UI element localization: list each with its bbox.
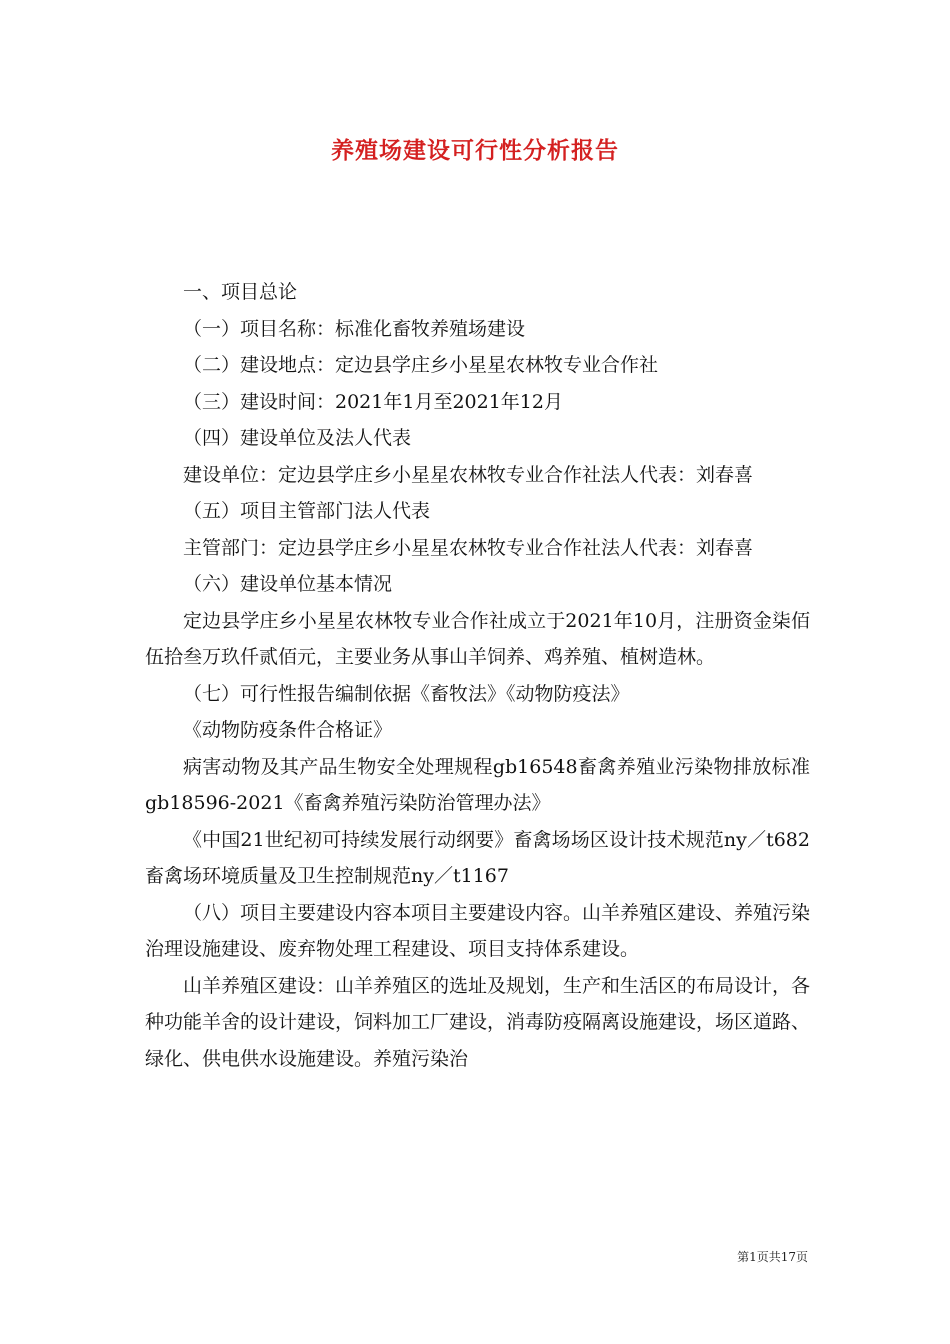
- paragraph: （二）建设地点：定边县学庄乡小星星农林牧专业合作社: [183, 354, 659, 376]
- paragraph: 定边县学庄乡小星星农林牧专业合作社成立于2021年10月，注册资金柒佰伍拾叁万玖仟贰佰元，主要业务从事山羊饲养、鸡养殖、植树造林。: [145, 609, 810, 668]
- paragraph: （四）建设单位及法人代表: [183, 427, 412, 449]
- paragraph: （七）可行性报告编制依据《畜牧法》《动物防疫法》: [183, 682, 630, 705]
- document-title: 养殖场建设可行性分析报告: [331, 137, 619, 164]
- paragraph: 建设单位：定边县学庄乡小星星农林牧专业合作社法人代表：刘春喜: [183, 463, 754, 486]
- paragraph: 《中国21世纪初可持续发展行动纲要》畜禽场场区设计技术规范ny／t682畜禽场环境质量及卫生控制规范ny／t1167: [145, 828, 810, 887]
- paragraph: （一）项目名称：标准化畜牧养殖场建设: [183, 317, 526, 340]
- document-body: [145, 274, 810, 1077]
- paragraph: （五）项目主管部门法人代表: [183, 500, 431, 522]
- paragraph: （六）建设单位基本情况: [183, 573, 393, 595]
- paragraph: 一、项目总论: [183, 281, 298, 303]
- page-number-footer: 第1页共17页: [737, 1250, 808, 1264]
- paragraph: 《动物防疫条件合格证》: [183, 719, 393, 741]
- paragraph: 主管部门：定边县学庄乡小星星农林牧专业合作社法人代表：刘春喜: [183, 536, 754, 559]
- paragraph: 病害动物及其产品生物安全处理规程gb16548畜禽养殖业污染物排放标准gb18596-2021《畜禽养殖污染防治管理办法》: [145, 755, 810, 814]
- paragraph: （三）建设时间：2021年1月至2021年12月: [183, 390, 563, 413]
- paragraph: （八）项目主要建设内容本项目主要建设内容。山羊养殖区建设、养殖污染治理设施建设、废弃物处理工程建设、项目支持体系建设。: [145, 901, 811, 960]
- paragraph: 山羊养殖区建设：山羊养殖区的选址及规划，生产和生活区的布局设计，各种功能羊舍的设计建设，饲料加工厂建设，消毒防疫隔离设施建设，场区道路、绿化、供电供水设施建设。养殖污染治: [145, 974, 811, 1070]
